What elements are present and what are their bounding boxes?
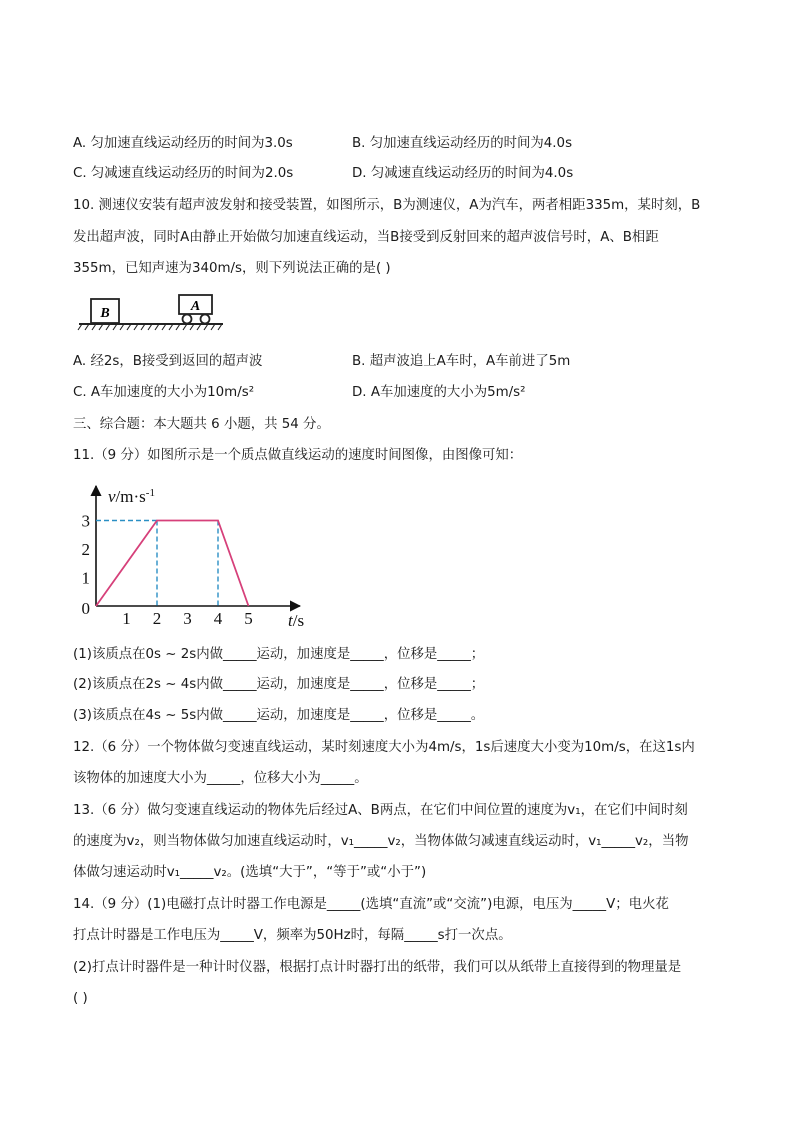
x-tick-label-5: 5 bbox=[244, 609, 253, 628]
q13-line2: 的速度为v₂，则当物体做匀加速直线运动时，v₁_____v₂，当物体做匀减速直线运动时，v₁_____v₂，当物 bbox=[73, 834, 689, 849]
x-axis-label: t/s bbox=[288, 611, 305, 630]
q14-line2: 打点计时器是工作电压为_____V，频率为50Hz时，每隔_____s打一次点。 bbox=[73, 928, 512, 943]
q10-stem-line2: 发出超声波，同时A由静止开始做匀加速直线运动，当B接受到反射回来的超声波信号时，A、B相距 bbox=[73, 230, 659, 245]
q10-stem-line3: 355m，已知声速为340m/s，则下列说法正确的是( ) bbox=[73, 261, 391, 276]
x-tick-label-1: 1 bbox=[122, 609, 131, 628]
y-tick-label-1: 1 bbox=[81, 568, 90, 588]
q9-option-b: B. 匀加速直线运动经历的时间为4.0s bbox=[352, 136, 573, 151]
car-wheel-left bbox=[183, 315, 192, 324]
q13-line1: 13.（6 分）做匀变速直线运动的物体先后经过A、B两点，在它们中间位置的速度为v₁，在它们中间时刻 bbox=[73, 803, 688, 818]
x-tick-label-2: 2 bbox=[152, 609, 162, 628]
q10-stem-line1: 10. 测速仪安装有超声波发射和接受装置，如图所示，B为测速仪，A为汽车，两者相距335m，某时刻，B bbox=[73, 198, 701, 213]
q14-line4: ( ) bbox=[73, 991, 88, 1006]
q11-stem: 11.（9 分）如图所示是一个质点做直线运动的速度时间图像，由图像可知： bbox=[73, 448, 523, 463]
q11-sub3: (3)该质点在4s ~ 5s内做_____运动，加速度是_____，位移是_____。 bbox=[73, 708, 485, 723]
y-tick-label-3: 3 bbox=[81, 511, 90, 531]
q9-option-d: D. 匀减速直线运动经历的时间为4.0s bbox=[352, 166, 574, 181]
car-a-label: A bbox=[190, 299, 201, 314]
box-b-label: B bbox=[100, 306, 110, 321]
q14-line3: (2)打点计时器件是一种计时仪器，根据打点计时器打出的纸带，我们可以从纸带上直接得到的物理量是 bbox=[73, 960, 682, 975]
q10-option-d: D. A车加速度的大小为5m/s² bbox=[352, 385, 526, 400]
q10-option-a: A. 经2s，B接受到返回的超声波 bbox=[73, 354, 263, 369]
q9-option-a: A. 匀加速直线运动经历的时间为3.0s bbox=[73, 136, 293, 151]
x-tick-label-3: 3 bbox=[183, 609, 192, 628]
q13-line3: 体做匀速运动时v₁_____v₂。(选填“大于”，“等于”或“小于”) bbox=[73, 865, 427, 880]
y-tick-label-2: 2 bbox=[81, 540, 90, 559]
q9-option-c: C. 匀减速直线运动经历的时间为2.0s bbox=[73, 166, 294, 181]
q14-line1: 14.（9 分）(1)电磁打点计时器工作电源是_____(选填“直流”或“交流”)电源，电压为_____V；电火花 bbox=[73, 897, 669, 912]
q10-figure bbox=[76, 292, 226, 336]
q12-line2: 该物体的加速度大小为_____，位移大小为_____。 bbox=[73, 771, 368, 786]
y-axis-label: $v/m\cdot s^{-1}$ bbox=[108, 487, 155, 506]
q12-line1: 12.（6 分）一个物体做匀变速直线运动，某时刻速度大小为4m/s，1s后速度大小变为10m/s，在这1s内 bbox=[73, 740, 695, 755]
section3-heading: 三、综合题：本大题共 6 小题，共 54 分。 bbox=[73, 417, 330, 432]
q11-sub1: (1)该质点在0s ~ 2s内做_____运动，加速度是_____，位移是_____； bbox=[73, 647, 485, 662]
q11-sub2: (2)该质点在2s ~ 4s内做_____运动，加速度是_____，位移是_____； bbox=[73, 677, 485, 692]
series-line bbox=[96, 521, 249, 607]
q10-option-b: B. 超声波追上A车时，A车前进了5m bbox=[352, 354, 571, 369]
car-wheel-right bbox=[201, 315, 210, 324]
q10-option-c: C. A车加速度的大小为10m/s² bbox=[73, 385, 255, 400]
velocity-time-chart bbox=[78, 478, 318, 630]
x-tick-label-4: 4 bbox=[213, 609, 223, 628]
origin-label: 0 bbox=[81, 599, 90, 618]
